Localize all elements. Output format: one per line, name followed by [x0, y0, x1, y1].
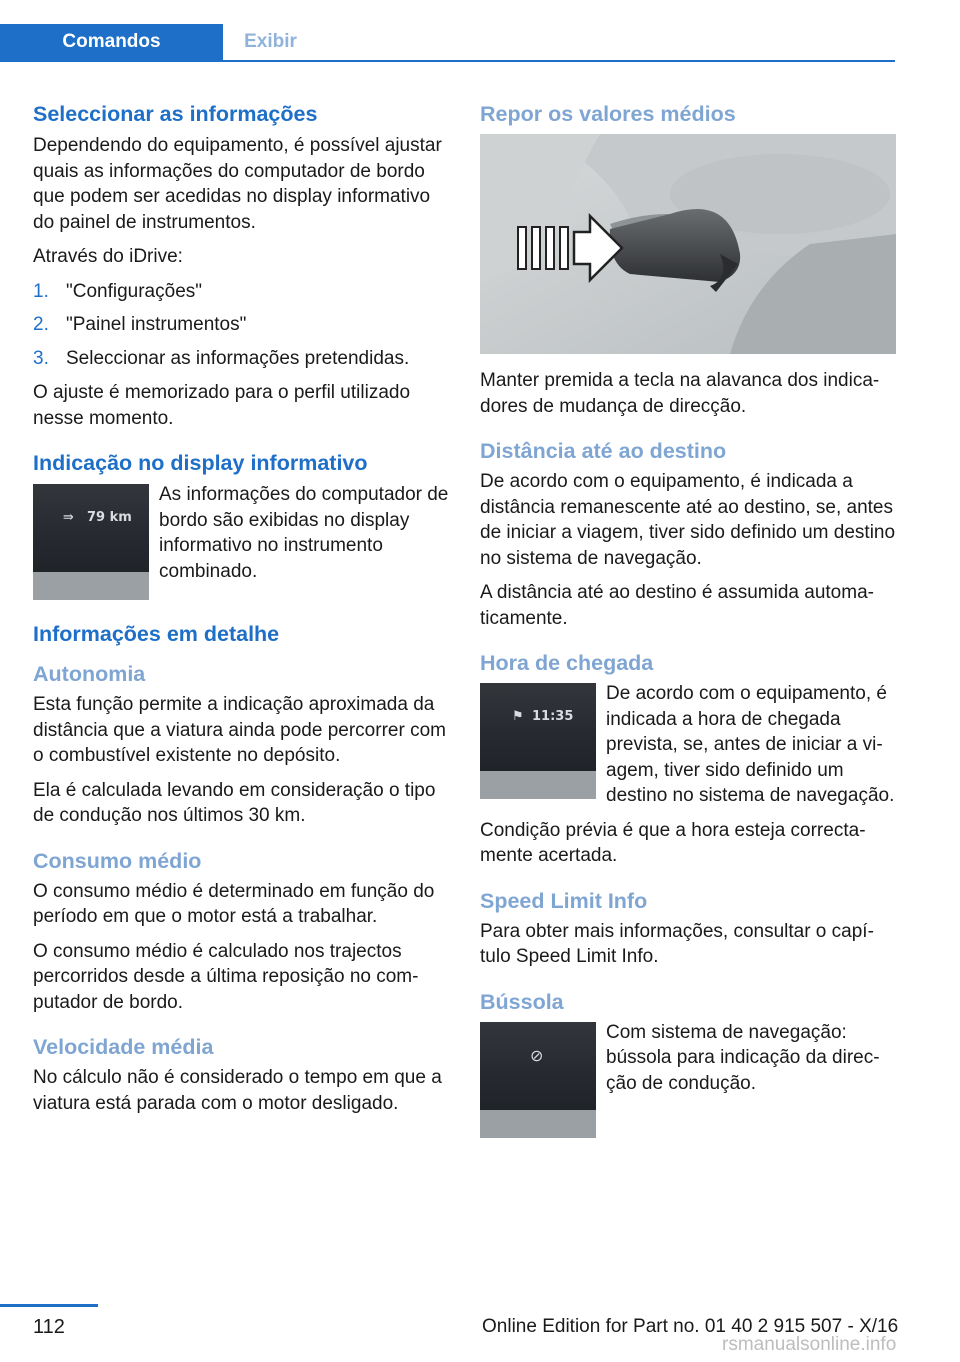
paragraph: De acordo com o equipamento, é indicada a hora de chegada prevista, se, antes de iniciar a viagem, tiver sido definido um destino no sistema de navegação. [606, 683, 895, 806]
display-image-arrival-time [480, 683, 596, 799]
display-image-range [33, 484, 149, 600]
watermark: rsmanualsonline.info [722, 1334, 897, 1355]
figure-with-text [480, 1020, 896, 1140]
figure-with-text [480, 681, 896, 809]
destination-flag-icon: ⚑ [512, 709, 524, 724]
list-item [33, 312, 451, 338]
subsection-title-distancia: Distância até ao destino [480, 439, 727, 463]
range-value: 79 km [87, 510, 132, 525]
page-number: 112 [33, 1316, 65, 1338]
paragraph: Para obter mais informações, consultar o capítulo Speed Limit Info. [480, 920, 874, 967]
paragraph: De acordo com o equipamento, é indicada a distância remanescente até ao destino, se, antes de iniciar a viagem, tiver sido definido um destino no sistema de navegação. [480, 471, 896, 569]
tab-underline [0, 60, 895, 62]
step-number: 1. [33, 280, 49, 302]
edition-info: Online Edition for Part no. 01 40 2 915 507 - X/16 [482, 1316, 899, 1337]
step-number: 2. [33, 314, 49, 335]
right-column [480, 100, 896, 1140]
tab-comandos[interactable]: Comandos [0, 24, 223, 60]
tab-exibir[interactable]: Exibir [244, 31, 297, 52]
paragraph: Ela é calculada levando em consideração o tipo de condução nos últimos 30 km. [33, 779, 436, 826]
subsection-title-hora-chegada: Hora de chegada [480, 651, 654, 675]
list-item [33, 346, 451, 372]
paragraph: Manter premida a tecla na alavanca dos indicadores de mudança de direcção. [480, 370, 880, 417]
subsection-title-velocidade: Velocidade média [33, 1035, 214, 1059]
paragraph: O consumo médio é determinado em função do período em que o motor está a trabalhar. [33, 880, 435, 927]
subsection-title-consumo: Consumo médio [33, 848, 202, 873]
steps-list [33, 279, 451, 372]
paragraph: O consumo médio é calculado nos trajectos percorridos desde a última reposição no computador de bordo. [33, 940, 419, 1013]
left-column [33, 100, 451, 1125]
paragraph: Dependendo do equipamento, é possível ajustar quais as informações do computador de bordo que podem ser acedidas no display informativo do painel de instrumentos. [33, 135, 442, 233]
subsection-title-bussola: Bússola [480, 989, 564, 1014]
section-title-seleccionar: Seleccionar as informações [33, 102, 318, 126]
paragraph: Através do iDrive: [33, 246, 183, 267]
paragraph: O ajuste é memorizado para o perfil utilizado nesse momento. [33, 382, 411, 429]
paragraph: Condição prévia é que a hora esteja correctamente acertada. [480, 819, 866, 866]
subsection-title-speed-limit: Speed Limit Info [480, 888, 648, 913]
step-text: "Painel instrumentos" [66, 314, 247, 335]
paragraph: Com sistema de navegação: bússola para indicação da direcção de condução. [606, 1021, 880, 1094]
turn-signal-lever-photo [480, 134, 896, 354]
paragraph: No cálculo não é considerado o tempo em que a viatura está parada com o motor desligado. [33, 1067, 442, 1114]
display-image-compass [480, 1022, 596, 1138]
figure-with-text [33, 482, 451, 602]
subsection-title-repor: Repor os valores médios [480, 102, 736, 126]
compass-icon: ⊘ [530, 1045, 544, 1065]
section-title-detalhe: Informações em detalhe [33, 622, 280, 646]
paragraph: A distância até ao destino é assumida automaticamente. [480, 582, 874, 629]
step-text: "Configurações" [66, 280, 203, 302]
step-number: 3. [33, 347, 49, 369]
section-title-indicacao: Indicação no display informativo [33, 451, 368, 475]
step-text: Seleccionar as informações pretendidas. [66, 347, 410, 369]
subsection-title-autonomia: Autonomia [33, 662, 146, 686]
arrival-time-value: 11:35 [532, 709, 574, 724]
range-icon: ⇛ [63, 510, 74, 525]
list-item [33, 279, 451, 305]
paragraph: As informações do computador de bordo são exibidas no display informativo no instrumento combinado. [159, 484, 449, 582]
footer-rule [0, 1304, 98, 1307]
paragraph: Esta função permite a indicação aproximada da distância que a viatura ainda pode percorrer com o combustível existente no depósito. [33, 694, 446, 766]
chapter-tab-bar [0, 24, 895, 62]
